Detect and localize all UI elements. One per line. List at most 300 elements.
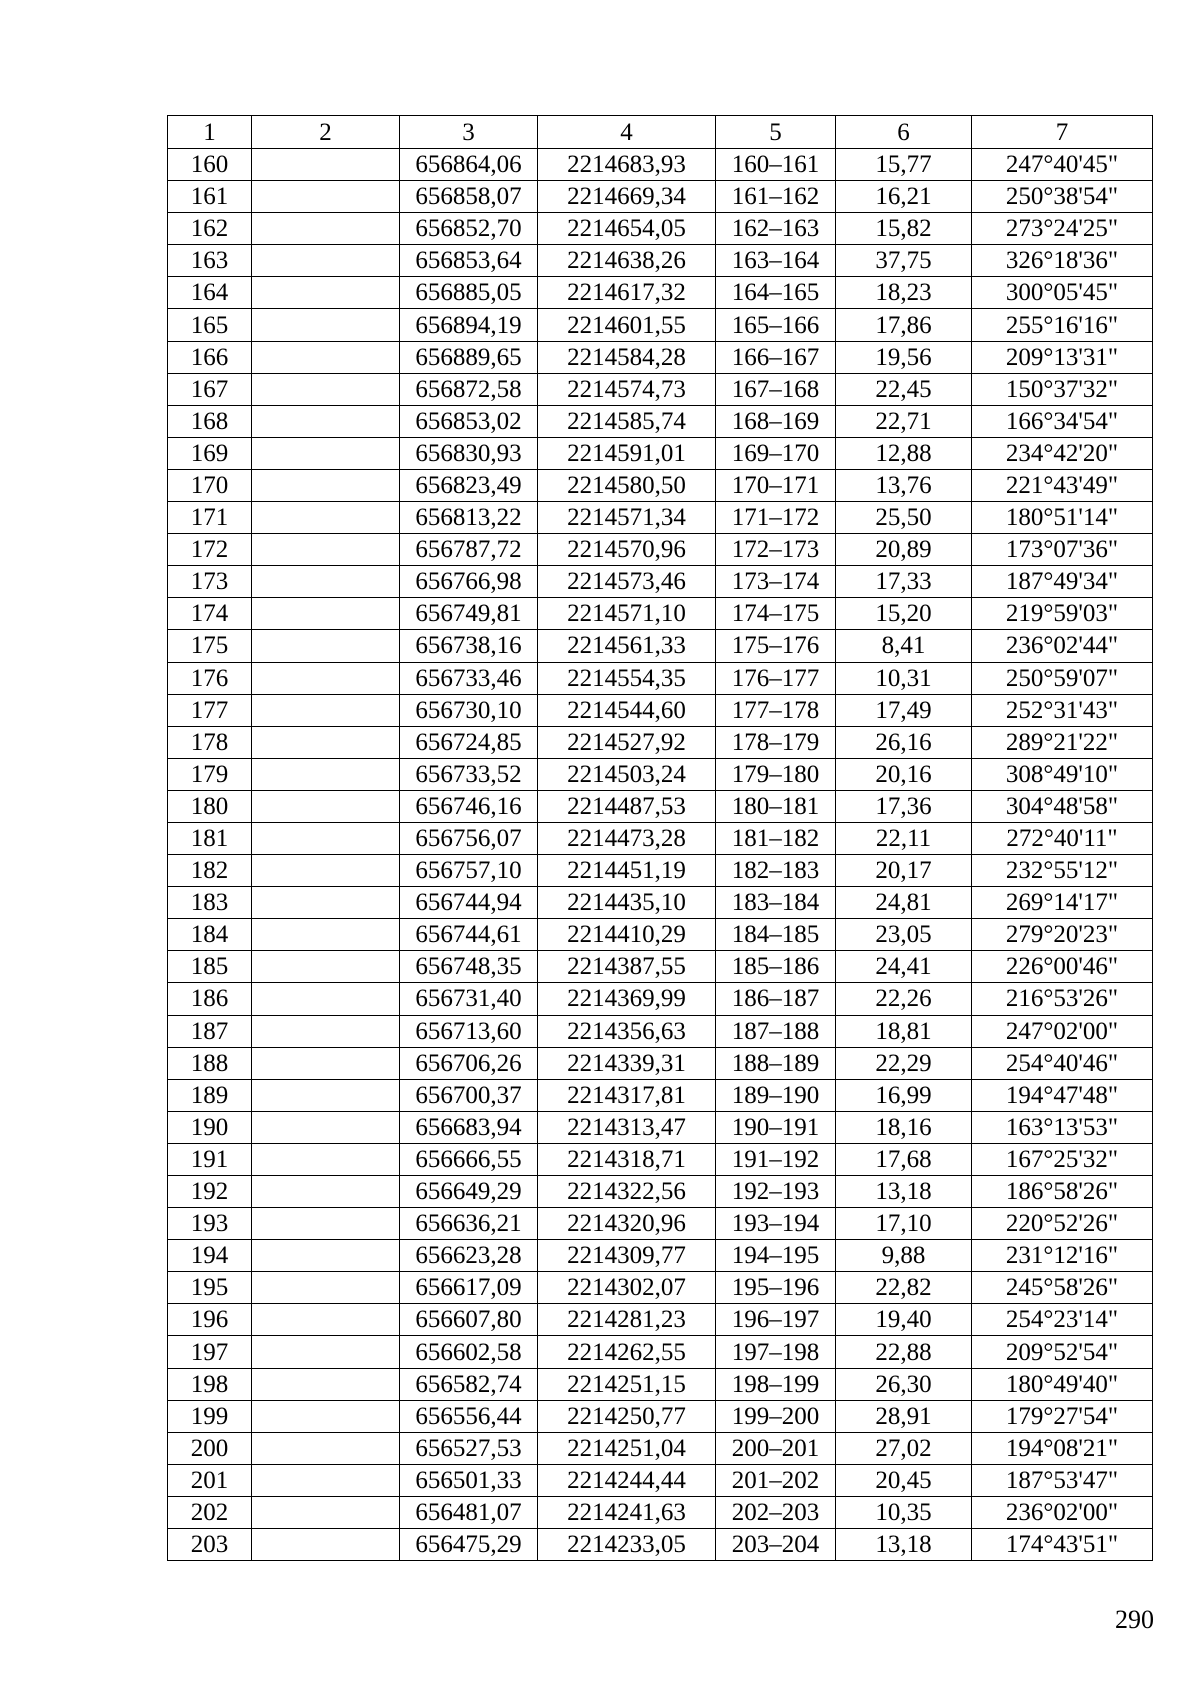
cell-bearing: 236°02'44" xyxy=(972,630,1153,662)
cell-x-coordinate: 656623,28 xyxy=(400,1240,538,1272)
table-row xyxy=(168,951,1153,983)
cell-length: 17,10 xyxy=(836,1208,972,1240)
cell-y-coordinate: 2214574,73 xyxy=(538,373,716,405)
table-row xyxy=(168,1464,1153,1496)
cell-y-coordinate: 2214638,26 xyxy=(538,245,716,277)
cell-length: 10,31 xyxy=(836,662,972,694)
table-row xyxy=(168,181,1153,213)
cell-point-number: 173 xyxy=(168,566,252,598)
cell-point-number: 189 xyxy=(168,1079,252,1111)
cell-length: 28,91 xyxy=(836,1400,972,1432)
cell-x-coordinate: 656527,53 xyxy=(400,1432,538,1464)
cell-bearing: 272°40'11" xyxy=(972,822,1153,854)
cell-x-coordinate: 656636,21 xyxy=(400,1208,538,1240)
cell-x-coordinate: 656666,55 xyxy=(400,1143,538,1175)
cell-column-2 xyxy=(252,790,400,822)
table-row xyxy=(168,1143,1153,1175)
cell-length: 20,89 xyxy=(836,534,972,566)
cell-x-coordinate: 656787,72 xyxy=(400,534,538,566)
table-row xyxy=(168,405,1153,437)
cell-segment: 190–191 xyxy=(716,1111,836,1143)
cell-y-coordinate: 2214573,46 xyxy=(538,566,716,598)
cell-segment: 172–173 xyxy=(716,534,836,566)
cell-point-number: 197 xyxy=(168,1336,252,1368)
cell-segment: 194–195 xyxy=(716,1240,836,1272)
cell-point-number: 167 xyxy=(168,373,252,405)
table-row xyxy=(168,694,1153,726)
cell-point-number: 179 xyxy=(168,758,252,790)
cell-x-coordinate: 656823,49 xyxy=(400,469,538,501)
cell-y-coordinate: 2214571,10 xyxy=(538,598,716,630)
cell-length: 16,99 xyxy=(836,1079,972,1111)
cell-segment: 197–198 xyxy=(716,1336,836,1368)
cell-column-2 xyxy=(252,983,400,1015)
cell-length: 24,81 xyxy=(836,887,972,919)
cell-x-coordinate: 656858,07 xyxy=(400,181,538,213)
table-row xyxy=(168,598,1153,630)
cell-segment: 198–199 xyxy=(716,1368,836,1400)
cell-x-coordinate: 656813,22 xyxy=(400,502,538,534)
cell-length: 17,33 xyxy=(836,566,972,598)
table-row xyxy=(168,277,1153,309)
cell-bearing: 167°25'32" xyxy=(972,1143,1153,1175)
cell-column-2 xyxy=(252,598,400,630)
cell-point-number: 178 xyxy=(168,726,252,758)
cell-point-number: 193 xyxy=(168,1208,252,1240)
cell-segment: 193–194 xyxy=(716,1208,836,1240)
table-row xyxy=(168,502,1153,534)
table-row xyxy=(168,373,1153,405)
cell-column-2 xyxy=(252,213,400,245)
cell-column-2 xyxy=(252,405,400,437)
cell-bearing: 179°27'54" xyxy=(972,1400,1153,1432)
cell-length: 18,16 xyxy=(836,1111,972,1143)
cell-y-coordinate: 2214571,34 xyxy=(538,502,716,534)
cell-segment: 168–169 xyxy=(716,405,836,437)
table-row xyxy=(168,1432,1153,1464)
cell-segment: 176–177 xyxy=(716,662,836,694)
cell-point-number: 160 xyxy=(168,149,252,181)
cell-length: 12,88 xyxy=(836,437,972,469)
cell-x-coordinate: 656852,70 xyxy=(400,213,538,245)
cell-bearing: 194°08'21" xyxy=(972,1432,1153,1464)
cell-column-2 xyxy=(252,1464,400,1496)
cell-bearing: 250°59'07" xyxy=(972,662,1153,694)
cell-column-2 xyxy=(252,309,400,341)
cell-y-coordinate: 2214503,24 xyxy=(538,758,716,790)
cell-x-coordinate: 656607,80 xyxy=(400,1304,538,1336)
cell-bearing: 254°40'46" xyxy=(972,1047,1153,1079)
cell-y-coordinate: 2214683,93 xyxy=(538,149,716,181)
cell-bearing: 220°52'26" xyxy=(972,1208,1153,1240)
cell-length: 17,36 xyxy=(836,790,972,822)
cell-x-coordinate: 656713,60 xyxy=(400,1015,538,1047)
cell-bearing: 300°05'45" xyxy=(972,277,1153,309)
header-cell-point-number: 1 xyxy=(168,116,252,149)
cell-point-number: 191 xyxy=(168,1143,252,1175)
cell-bearing: 166°34'54" xyxy=(972,405,1153,437)
cell-length: 22,29 xyxy=(836,1047,972,1079)
cell-point-number: 194 xyxy=(168,1240,252,1272)
header-cell-length: 6 xyxy=(836,116,972,149)
cell-bearing: 180°51'14" xyxy=(972,502,1153,534)
cell-segment: 165–166 xyxy=(716,309,836,341)
cell-column-2 xyxy=(252,855,400,887)
header-cell-segment: 5 xyxy=(716,116,836,149)
cell-column-2 xyxy=(252,341,400,373)
table-row xyxy=(168,566,1153,598)
cell-segment: 169–170 xyxy=(716,437,836,469)
table-row xyxy=(168,1111,1153,1143)
cell-length: 15,82 xyxy=(836,213,972,245)
cell-length: 22,88 xyxy=(836,1336,972,1368)
cell-bearing: 254°23'14" xyxy=(972,1304,1153,1336)
cell-column-2 xyxy=(252,469,400,501)
cell-column-2 xyxy=(252,373,400,405)
table-row xyxy=(168,1272,1153,1304)
cell-x-coordinate: 656733,46 xyxy=(400,662,538,694)
cell-x-coordinate: 656501,33 xyxy=(400,1464,538,1496)
cell-y-coordinate: 2214410,29 xyxy=(538,919,716,951)
table-row xyxy=(168,1368,1153,1400)
cell-y-coordinate: 2214617,32 xyxy=(538,277,716,309)
cell-bearing: 255°16'16" xyxy=(972,309,1153,341)
cell-segment: 171–172 xyxy=(716,502,836,534)
cell-point-number: 188 xyxy=(168,1047,252,1079)
cell-x-coordinate: 656756,07 xyxy=(400,822,538,854)
cell-y-coordinate: 2214451,19 xyxy=(538,855,716,887)
cell-length: 8,41 xyxy=(836,630,972,662)
cell-segment: 177–178 xyxy=(716,694,836,726)
cell-length: 20,45 xyxy=(836,1464,972,1496)
cell-point-number: 161 xyxy=(168,181,252,213)
cell-y-coordinate: 2214313,47 xyxy=(538,1111,716,1143)
cell-y-coordinate: 2214356,63 xyxy=(538,1015,716,1047)
cell-segment: 192–193 xyxy=(716,1176,836,1208)
cell-y-coordinate: 2214527,92 xyxy=(538,726,716,758)
cell-point-number: 198 xyxy=(168,1368,252,1400)
cell-bearing: 236°02'00" xyxy=(972,1496,1153,1528)
cell-x-coordinate: 656885,05 xyxy=(400,277,538,309)
cell-segment: 178–179 xyxy=(716,726,836,758)
cell-x-coordinate: 656683,94 xyxy=(400,1111,538,1143)
cell-segment: 180–181 xyxy=(716,790,836,822)
cell-bearing: 194°47'48" xyxy=(972,1079,1153,1111)
cell-y-coordinate: 2214322,56 xyxy=(538,1176,716,1208)
cell-y-coordinate: 2214584,28 xyxy=(538,341,716,373)
cell-x-coordinate: 656889,65 xyxy=(400,341,538,373)
cell-segment: 186–187 xyxy=(716,983,836,1015)
cell-bearing: 245°58'26" xyxy=(972,1272,1153,1304)
cell-segment: 162–163 xyxy=(716,213,836,245)
cell-y-coordinate: 2214580,50 xyxy=(538,469,716,501)
cell-length: 15,77 xyxy=(836,149,972,181)
cell-y-coordinate: 2214281,23 xyxy=(538,1304,716,1336)
cell-x-coordinate: 656894,19 xyxy=(400,309,538,341)
cell-point-number: 174 xyxy=(168,598,252,630)
cell-x-coordinate: 656582,74 xyxy=(400,1368,538,1400)
cell-x-coordinate: 656872,58 xyxy=(400,373,538,405)
cell-column-2 xyxy=(252,630,400,662)
table-row xyxy=(168,534,1153,566)
cell-bearing: 234°42'20" xyxy=(972,437,1153,469)
cell-length: 22,45 xyxy=(836,373,972,405)
cell-column-2 xyxy=(252,1047,400,1079)
cell-column-2 xyxy=(252,277,400,309)
cell-y-coordinate: 2214561,33 xyxy=(538,630,716,662)
cell-column-2 xyxy=(252,1015,400,1047)
cell-length: 25,50 xyxy=(836,502,972,534)
table-row xyxy=(168,1047,1153,1079)
cell-y-coordinate: 2214241,63 xyxy=(538,1496,716,1528)
cell-column-2 xyxy=(252,1304,400,1336)
cell-segment: 203–204 xyxy=(716,1529,836,1561)
cell-y-coordinate: 2214654,05 xyxy=(538,213,716,245)
table-row xyxy=(168,758,1153,790)
cell-segment: 184–185 xyxy=(716,919,836,951)
cell-bearing: 216°53'26" xyxy=(972,983,1153,1015)
cell-y-coordinate: 2214317,81 xyxy=(538,1079,716,1111)
cell-segment: 200–201 xyxy=(716,1432,836,1464)
cell-column-2 xyxy=(252,1529,400,1561)
cell-x-coordinate: 656724,85 xyxy=(400,726,538,758)
cell-point-number: 199 xyxy=(168,1400,252,1432)
cell-point-number: 195 xyxy=(168,1272,252,1304)
cell-x-coordinate: 656766,98 xyxy=(400,566,538,598)
cell-x-coordinate: 656744,94 xyxy=(400,887,538,919)
cell-column-2 xyxy=(252,919,400,951)
cell-point-number: 203 xyxy=(168,1529,252,1561)
cell-column-2 xyxy=(252,1111,400,1143)
table-row xyxy=(168,309,1153,341)
cell-point-number: 176 xyxy=(168,662,252,694)
cell-y-coordinate: 2214369,99 xyxy=(538,983,716,1015)
cell-y-coordinate: 2214251,04 xyxy=(538,1432,716,1464)
cell-column-2 xyxy=(252,245,400,277)
cell-x-coordinate: 656617,09 xyxy=(400,1272,538,1304)
cell-point-number: 201 xyxy=(168,1464,252,1496)
table-row xyxy=(168,245,1153,277)
cell-point-number: 164 xyxy=(168,277,252,309)
cell-column-2 xyxy=(252,1079,400,1111)
cell-point-number: 166 xyxy=(168,341,252,373)
cell-segment: 195–196 xyxy=(716,1272,836,1304)
cell-point-number: 172 xyxy=(168,534,252,566)
cell-x-coordinate: 656853,64 xyxy=(400,245,538,277)
table-row xyxy=(168,887,1153,919)
coordinates-table xyxy=(167,115,1153,1561)
cell-column-2 xyxy=(252,1143,400,1175)
table-row xyxy=(168,469,1153,501)
cell-bearing: 232°55'12" xyxy=(972,855,1153,887)
cell-x-coordinate: 656748,35 xyxy=(400,951,538,983)
cell-point-number: 162 xyxy=(168,213,252,245)
cell-length: 26,30 xyxy=(836,1368,972,1400)
cell-segment: 167–168 xyxy=(716,373,836,405)
table-row xyxy=(168,790,1153,822)
cell-y-coordinate: 2214554,35 xyxy=(538,662,716,694)
cell-column-2 xyxy=(252,1272,400,1304)
cell-segment: 166–167 xyxy=(716,341,836,373)
cell-column-2 xyxy=(252,887,400,919)
header-cell-column-2: 2 xyxy=(252,116,400,149)
table-row xyxy=(168,341,1153,373)
cell-length: 26,16 xyxy=(836,726,972,758)
cell-length: 13,18 xyxy=(836,1529,972,1561)
cell-y-coordinate: 2214570,96 xyxy=(538,534,716,566)
cell-x-coordinate: 656731,40 xyxy=(400,983,538,1015)
cell-column-2 xyxy=(252,534,400,566)
cell-segment: 173–174 xyxy=(716,566,836,598)
cell-segment: 185–186 xyxy=(716,951,836,983)
cell-x-coordinate: 656602,58 xyxy=(400,1336,538,1368)
cell-bearing: 326°18'36" xyxy=(972,245,1153,277)
cell-bearing: 163°13'53" xyxy=(972,1111,1153,1143)
cell-length: 17,86 xyxy=(836,309,972,341)
table-row xyxy=(168,1304,1153,1336)
cell-y-coordinate: 2214544,60 xyxy=(538,694,716,726)
cell-column-2 xyxy=(252,1208,400,1240)
cell-length: 19,56 xyxy=(836,341,972,373)
cell-segment: 196–197 xyxy=(716,1304,836,1336)
cell-bearing: 174°43'51" xyxy=(972,1529,1153,1561)
table-header-row xyxy=(168,116,1153,149)
cell-length: 17,49 xyxy=(836,694,972,726)
cell-segment: 160–161 xyxy=(716,149,836,181)
cell-column-2 xyxy=(252,822,400,854)
cell-point-number: 169 xyxy=(168,437,252,469)
cell-segment: 181–182 xyxy=(716,822,836,854)
cell-segment: 189–190 xyxy=(716,1079,836,1111)
cell-y-coordinate: 2214387,55 xyxy=(538,951,716,983)
cell-point-number: 180 xyxy=(168,790,252,822)
cell-point-number: 175 xyxy=(168,630,252,662)
cell-length: 20,16 xyxy=(836,758,972,790)
table-row xyxy=(168,437,1153,469)
cell-point-number: 184 xyxy=(168,919,252,951)
cell-length: 15,20 xyxy=(836,598,972,630)
cell-segment: 163–164 xyxy=(716,245,836,277)
cell-point-number: 170 xyxy=(168,469,252,501)
cell-segment: 191–192 xyxy=(716,1143,836,1175)
cell-y-coordinate: 2214320,96 xyxy=(538,1208,716,1240)
cell-point-number: 177 xyxy=(168,694,252,726)
cell-bearing: 180°49'40" xyxy=(972,1368,1153,1400)
cell-segment: 161–162 xyxy=(716,181,836,213)
cell-y-coordinate: 2214339,31 xyxy=(538,1047,716,1079)
cell-length: 24,41 xyxy=(836,951,972,983)
cell-y-coordinate: 2214487,53 xyxy=(538,790,716,822)
cell-point-number: 202 xyxy=(168,1496,252,1528)
table-body xyxy=(168,149,1153,1561)
cell-segment: 199–200 xyxy=(716,1400,836,1432)
cell-column-2 xyxy=(252,566,400,598)
cell-y-coordinate: 2214302,07 xyxy=(538,1272,716,1304)
table-row xyxy=(168,919,1153,951)
cell-x-coordinate: 656730,10 xyxy=(400,694,538,726)
cell-column-2 xyxy=(252,1432,400,1464)
cell-bearing: 273°24'25" xyxy=(972,213,1153,245)
cell-segment: 201–202 xyxy=(716,1464,836,1496)
cell-column-2 xyxy=(252,502,400,534)
cell-y-coordinate: 2214318,71 xyxy=(538,1143,716,1175)
cell-bearing: 226°00'46" xyxy=(972,951,1153,983)
table-row xyxy=(168,983,1153,1015)
cell-length: 17,68 xyxy=(836,1143,972,1175)
cell-x-coordinate: 656733,52 xyxy=(400,758,538,790)
cell-length: 19,40 xyxy=(836,1304,972,1336)
cell-column-2 xyxy=(252,1368,400,1400)
table-row xyxy=(168,1208,1153,1240)
cell-bearing: 187°53'47" xyxy=(972,1464,1153,1496)
table-row xyxy=(168,213,1153,245)
cell-y-coordinate: 2214244,44 xyxy=(538,1464,716,1496)
cell-x-coordinate: 656706,26 xyxy=(400,1047,538,1079)
cell-column-2 xyxy=(252,662,400,694)
cell-bearing: 308°49'10" xyxy=(972,758,1153,790)
cell-segment: 170–171 xyxy=(716,469,836,501)
cell-column-2 xyxy=(252,437,400,469)
table-row xyxy=(168,1336,1153,1368)
cell-x-coordinate: 656864,06 xyxy=(400,149,538,181)
cell-length: 22,71 xyxy=(836,405,972,437)
cell-bearing: 269°14'17" xyxy=(972,887,1153,919)
cell-length: 13,76 xyxy=(836,469,972,501)
cell-segment: 183–184 xyxy=(716,887,836,919)
cell-bearing: 289°21'22" xyxy=(972,726,1153,758)
cell-bearing: 231°12'16" xyxy=(972,1240,1153,1272)
cell-y-coordinate: 2214251,15 xyxy=(538,1368,716,1400)
cell-x-coordinate: 656749,81 xyxy=(400,598,538,630)
cell-point-number: 182 xyxy=(168,855,252,887)
table-row xyxy=(168,1176,1153,1208)
table-row xyxy=(168,855,1153,887)
cell-segment: 182–183 xyxy=(716,855,836,887)
cell-y-coordinate: 2214473,28 xyxy=(538,822,716,854)
cell-column-2 xyxy=(252,1336,400,1368)
cell-point-number: 186 xyxy=(168,983,252,1015)
cell-length: 13,18 xyxy=(836,1176,972,1208)
cell-bearing: 173°07'36" xyxy=(972,534,1153,566)
cell-bearing: 150°37'32" xyxy=(972,373,1153,405)
cell-bearing: 186°58'26" xyxy=(972,1176,1153,1208)
cell-point-number: 190 xyxy=(168,1111,252,1143)
cell-y-coordinate: 2214233,05 xyxy=(538,1529,716,1561)
cell-x-coordinate: 656746,16 xyxy=(400,790,538,822)
table-row xyxy=(168,630,1153,662)
cell-point-number: 183 xyxy=(168,887,252,919)
cell-bearing: 219°59'03" xyxy=(972,598,1153,630)
cell-point-number: 187 xyxy=(168,1015,252,1047)
cell-x-coordinate: 656700,37 xyxy=(400,1079,538,1111)
cell-length: 16,21 xyxy=(836,181,972,213)
cell-length: 23,05 xyxy=(836,919,972,951)
cell-x-coordinate: 656475,29 xyxy=(400,1529,538,1561)
cell-segment: 174–175 xyxy=(716,598,836,630)
cell-segment: 175–176 xyxy=(716,630,836,662)
cell-y-coordinate: 2214309,77 xyxy=(538,1240,716,1272)
cell-y-coordinate: 2214435,10 xyxy=(538,887,716,919)
cell-column-2 xyxy=(252,149,400,181)
header-cell-x-coordinate: 3 xyxy=(400,116,538,149)
cell-x-coordinate: 656757,10 xyxy=(400,855,538,887)
cell-length: 9,88 xyxy=(836,1240,972,1272)
cell-bearing: 304°48'58" xyxy=(972,790,1153,822)
cell-x-coordinate: 656853,02 xyxy=(400,405,538,437)
cell-column-2 xyxy=(252,726,400,758)
cell-bearing: 187°49'34" xyxy=(972,566,1153,598)
cell-point-number: 163 xyxy=(168,245,252,277)
